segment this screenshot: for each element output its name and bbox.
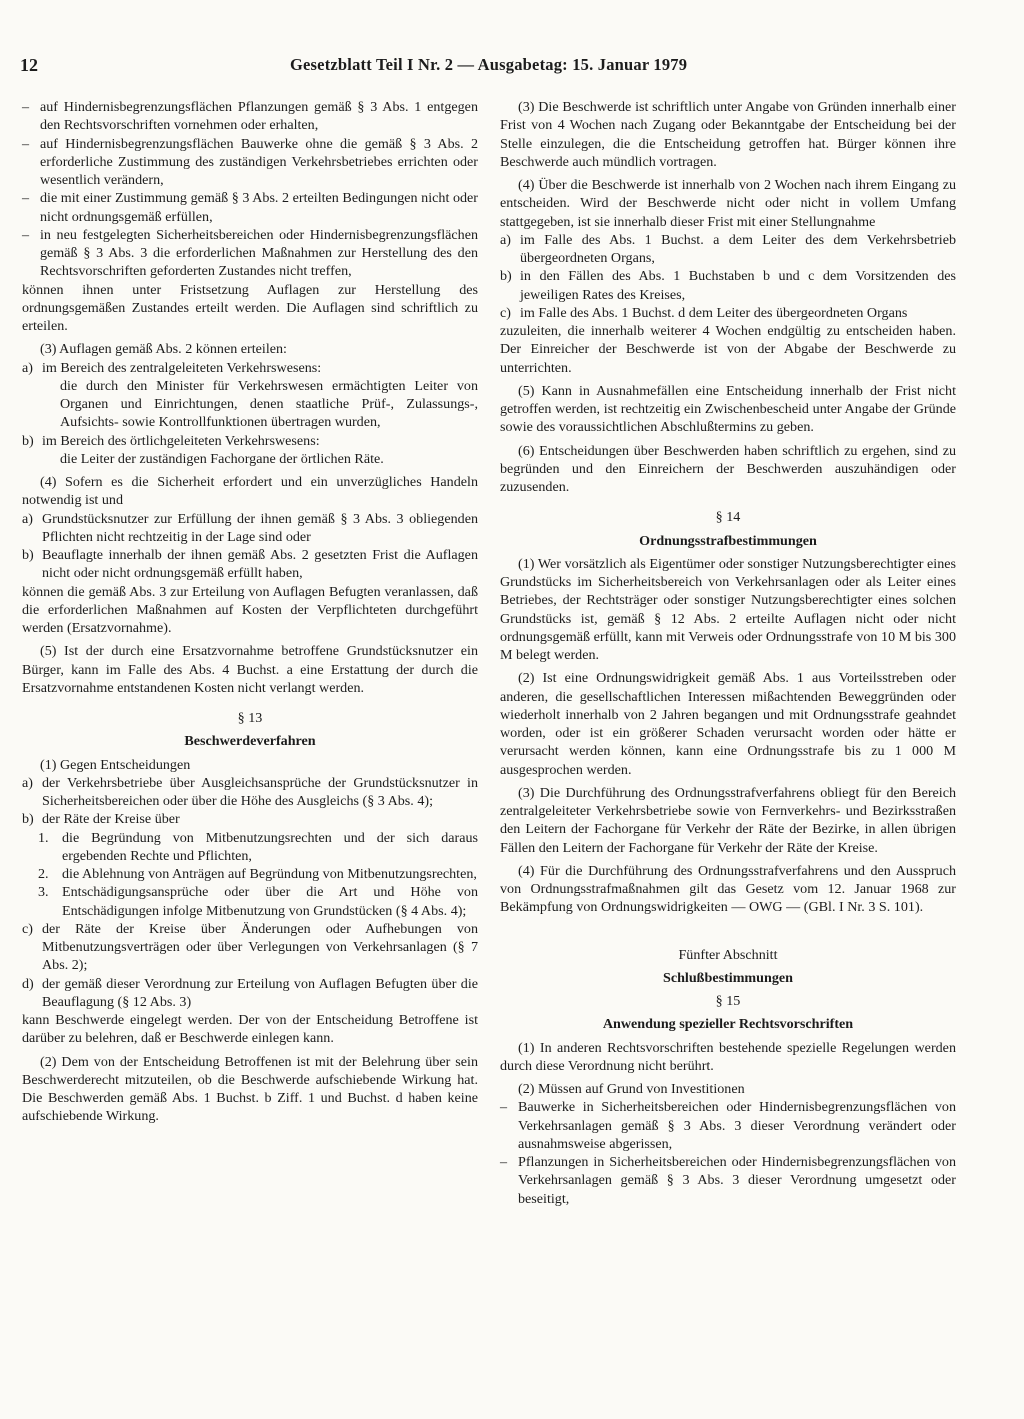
paragraph: (3) Auflagen gemäß Abs. 2 können erteilen: <box>40 341 287 358</box>
paragraph: (2) Müssen auf Grund von Investitionen <box>518 1081 745 1097</box>
list-text: der Räte der Kreise über Änderungen oder Aufhebungen von Mitbenutzungsverträgen oder über Verlegungen von Verkehrsanlagen (§ 7 Abs. 2); <box>42 920 478 974</box>
paragraph: kann Beschwerde eingelegt werden. Der von der Entscheidung Betroffene ist darüber zu belehren, daß er Beschwerde einlegen kann. <box>22 1012 478 1047</box>
list-marker: c) <box>500 304 511 321</box>
dash-marker: – <box>22 135 30 152</box>
list-item <box>22 810 478 828</box>
paragraph: (3) Die Beschwerde ist schriftlich unter Angabe von Gründen innerhalb einer Frist von 4 Wochen nach Zugang oder Bekanntgabe der Entscheidung bei der Stelle einzulegen, die die Entscheidung getroffen hat. Bürger können ihre Beschwerde auch mündlich vortragen. <box>500 99 956 170</box>
list-text: in neu festgelegten Sicherheitsbereichen oder Hindernisbegrenzungsflächen gemäß § 3 Abs. 3 die erforderlichen Maßnahmen zur Herstellung des den Rechtsvorschriften geforderten Zustandes nicht treffen, <box>40 226 478 280</box>
list-text: im Falle des Abs. 1 Buchst. a dem Leiter des dem Verkehrsbetrieb übergeordneten Organs, <box>520 231 956 266</box>
part-heading: Fünfter Abschnitt <box>678 946 778 963</box>
list-marker: b) <box>22 547 34 563</box>
list-text: im Bereich des zentralgeleiteten Verkehrswesens: <box>42 359 322 376</box>
section-title: Anwendung spezieller Rechtsvorschriften <box>602 1016 854 1033</box>
list-text: der Räte der Kreise über <box>42 811 180 828</box>
list-item <box>500 1098 956 1153</box>
list-item <box>22 774 478 811</box>
list-marker: a) <box>22 774 33 791</box>
list-text: auf Hindernisbegrenzungsflächen Pflanzungen gemäß § 3 Abs. 1 entgegen den Rechtsvorschriften vornehmen oder erhalten, <box>40 99 478 134</box>
paragraph: (4) Sofern es die Sicherheit erfordert und ein unverzügliches Handeln notwendig ist und <box>22 474 478 509</box>
list-item <box>500 267 956 304</box>
dash-marker: – <box>500 1099 508 1116</box>
page-number: 12 <box>20 55 38 75</box>
paragraph: (1) Gegen Entscheidungen <box>40 756 191 773</box>
paragraph: (4) Über die Beschwerde ist innerhalb von 2 Wochen nach ihrem Eingang zu entscheiden. Wird der Beschwerde nicht oder nicht in vollem Umfang stattgegeben, ist sie innerhalb dieser Frist mit einer Stellungnahme <box>500 177 956 230</box>
list-text: im Falle des Abs. 1 Buchst. d dem Leiter des übergeordneten Organs <box>520 304 908 321</box>
list-text: die mit einer Zustimmung gemäß § 3 Abs. 2 erteilten Bedingungen nicht oder nicht ordnungsgemäß erfüllen, <box>40 190 478 225</box>
paragraph: (2) Dem von der Entscheidung Betroffenen ist mit der Belehrung über sein Beschwerderecht mitzuteilen, ob die Beschwerde aufschiebende Wirkung hat. Die Beschwerden gemäß Abs. 1 Buchst. b Ziff. 1 und Buchst. d haben keine aufschiebende Wirkung. <box>22 1053 478 1125</box>
paragraph: (3) Die Durchführung des Ordnungsstrafverfahrens obliegt für den Bereich zentralgeleiteter Verkehrsbetriebe sowie von Fernverkehrs- und Bezirksstraßen den Leitern der Fachorgane für Verkehr der Räte der Bezirke, in allen übrigen Fällen den Leitern der Fachorgane für Verkehr der Räte der Kreise. <box>500 784 956 856</box>
list-marker: b) <box>500 268 512 285</box>
list-item <box>22 883 478 920</box>
dash-marker: – <box>500 1154 508 1170</box>
list-marker: d) <box>22 975 34 992</box>
list-item <box>22 135 478 190</box>
list-marker: c) <box>22 920 33 937</box>
section-number: § 13 <box>237 710 263 726</box>
list-text: Bauwerke in Sicherheitsbereichen oder Hindernisbegrenzungsflächen von Verkehrsanlagen gemäß § 3 Abs. 3 dieser Verordnung verändert oder ausnahmsweise abgerissen, <box>518 1099 956 1152</box>
list-text: der gemäß dieser Verordnung zur Erteilung von Auflagen Befugten über die Beauflagung (§ 12 Abs. 3) <box>42 975 478 1010</box>
dash-marker: – <box>22 99 30 115</box>
list-item <box>22 432 478 450</box>
list-text: im Bereich des örtlichgeleiteten Verkehrswesens: <box>42 432 320 449</box>
page-header <box>20 55 1010 79</box>
list-item <box>22 546 478 583</box>
paragraph: können ihnen unter Fristsetzung Auflagen zur Herstellung des ordnungsgemäßen Zustandes erteilt werden. Die Auflagen sind schriftlich zu erteilen. <box>22 281 478 334</box>
list-item <box>500 231 956 268</box>
list-item <box>22 359 478 377</box>
list-item <box>22 865 478 883</box>
paragraph: (1) Wer vorsätzlich als Eigentümer oder sonstiger Nutzungsberechtigter eines Grundstücks im Sicherheitsbereich von Verkehrsanlagen oder als Leiter eines Betriebes, der Rechtsträger oder sonstiger Nutzungsberechtigter eines solchen Grundstücks ist, gemäß § 12 Abs. 2 erteilte Auflagen nicht oder nicht ordnungsgemäß erfüllt, kann mit Verweis oder Ordnungsstrafe von 10 M bis 300 M belegt werden. <box>500 555 956 663</box>
dash-marker: – <box>22 226 30 243</box>
list-marker: b) <box>22 432 34 449</box>
list-text: Beauflagte innerhalb der ihnen gemäß Abs. 2 gesetzten Frist die Auflagen nicht oder nicht ordnungsgemäß erfüllt haben, <box>42 547 478 582</box>
section-title: Ordnungsstrafbestimmungen <box>639 532 817 549</box>
right-column <box>500 98 956 1208</box>
list-text: in den Fällen des Abs. 1 Buchstaben b und c dem Vorsitzenden des jeweiligen Rates des Kreises, <box>520 268 956 303</box>
list-item <box>22 975 478 1012</box>
left-column <box>22 98 478 1126</box>
list-item <box>500 304 956 322</box>
running-head: Gesetzblatt Teil I Nr. 2 — Ausgabetag: 15. Januar 1979 <box>290 55 688 74</box>
list-item <box>22 189 478 226</box>
list-item <box>22 829 478 866</box>
list-text: auf Hindernisbegrenzungsflächen Bauwerke ohne die gemäß § 3 Abs. 2 erforderliche Zustimmung des zuständigen Verkehrsbetriebes errichten oder wesentlich verändern, <box>40 135 478 188</box>
paragraph: (4) Für die Durchführung des Ordnungsstrafverfahrens und den Ausspruch von Ordnungsstrafmaßnahmen gilt das Gesetz vom 12. Januar 1968 zur Bekämpfung von Ordnungswidrigkeiten — OWG — (GBl. I Nr. 3 S. 101). <box>500 862 956 916</box>
paragraph: (6) Entscheidungen über Beschwerden haben schriftlich zu ergehen, sind zu begründen und den Einreichern der Beschwerden auszuhändigen oder zuzusenden. <box>500 442 956 495</box>
list-item <box>500 1153 956 1208</box>
list-marker: 3. <box>38 884 49 901</box>
section-number: § 15 <box>715 993 741 1009</box>
dash-marker: – <box>22 190 30 207</box>
list-text: Entschädigungsansprüche oder über die Art und Höhe von Entschädigungen infolge Mitbenutzung von Grundstücken (§ 4 Abs. 4); <box>62 884 478 919</box>
list-text: die Ablehnung von Anträgen auf Begründung von Mitbenutzungsrechten, <box>62 866 477 882</box>
paragraph: (2) Ist eine Ordnungswidrigkeit gemäß Abs. 1 aus Vorteilsstreben oder anderen, die gesellschaftlichen Interessen mißachtenden Beweggründen oder wiederholt innerhalb von 2 Jahren begangen und mit Ordnungsstrafe geahndet worden, oder ist ein größerer Schaden verursacht worden oder hätte er verursacht werden können, kann eine Ordnungsstrafe bis zu 1 000 M ausgesprochen werden. <box>500 670 956 778</box>
section-title: Beschwerdeverfahren <box>184 733 316 750</box>
paragraph: (1) In anderen Rechtsvorschriften bestehende spezielle Regelungen werden durch diese Verordnung nicht berührt. <box>500 1039 956 1074</box>
paragraph: die durch den Minister für Verkehrswesen ermächtigten Leiter von Organen und Einrichtungen, denen staatliche Prüf-, Zulassungs-, Aufsichts- sowie Kontrollfunktionen übertragen wurden, <box>60 377 478 431</box>
list-item <box>22 98 478 135</box>
list-item <box>22 226 478 281</box>
part-title: Schlußbestimmungen <box>662 969 793 986</box>
list-text: Pflanzungen in Sicherheitsbereichen oder Hindernisbegrenzungsflächen von Verkehrsanlagen gemäß § 3 Abs. 3 dieser Verordnung umgesetzt oder beseitigt, <box>518 1154 956 1207</box>
list-text: Grundstücksnutzer zur Erfüllung der ihnen gemäß § 3 Abs. 3 obliegenden Pflichten nicht rechtzeitig in der Lage sind oder <box>42 510 478 545</box>
list-marker: b) <box>22 811 34 828</box>
paragraph: (5) Kann in Ausnahmefällen eine Entscheidung innerhalb der Frist nicht getroffen werden, ist rechtzeitig ein Zwischenbescheid unter Angabe der Gründe sowie des voraussichtlichen Abschlußtermins zu geben. <box>500 382 956 436</box>
list-item <box>22 920 478 975</box>
list-text: die Begründung von Mitbenutzungsrechten und der sich daraus ergebenden Rechte und Pflichten, <box>62 829 478 864</box>
list-marker: 1. <box>38 829 49 846</box>
list-marker: a) <box>22 359 33 376</box>
list-marker: a) <box>500 231 511 248</box>
list-marker: 2. <box>38 866 49 882</box>
section-number: § 14 <box>715 509 741 526</box>
list-marker: a) <box>22 510 33 527</box>
paragraph: können die gemäß Abs. 3 zur Erteilung von Auflagen Befugten veranlassen, daß die erforderlichen Maßnahmen auf Kosten der Verpflichteten durchgeführt werden (Ersatzvornahme). <box>22 583 478 636</box>
paragraph: zuzuleiten, die innerhalb weiterer 4 Wochen endgültig zu entscheiden haben. Der Einreicher der Beschwerde ist von der Abgabe der Beschwerde zu unterrichten. <box>500 323 956 376</box>
paragraph: die Leiter der zuständigen Fachorgane der örtlichen Räte. <box>60 450 384 467</box>
list-item <box>22 510 478 547</box>
list-text: der Verkehrsbetriebe über Ausgleichsansprüche der Grundstücksnutzer in Sicherheitsbereichen oder über die Höhe des Ausgleichs (§ 3 Abs. 4); <box>42 774 478 809</box>
paragraph: (5) Ist der durch eine Ersatzvornahme betroffene Grundstücksnutzer ein Bürger, kann im Falle des Abs. 4 Buchst. a eine Erstattung der durch die Ersatzvornahme entstandenen Kosten nicht verlangt werden. <box>22 643 478 696</box>
